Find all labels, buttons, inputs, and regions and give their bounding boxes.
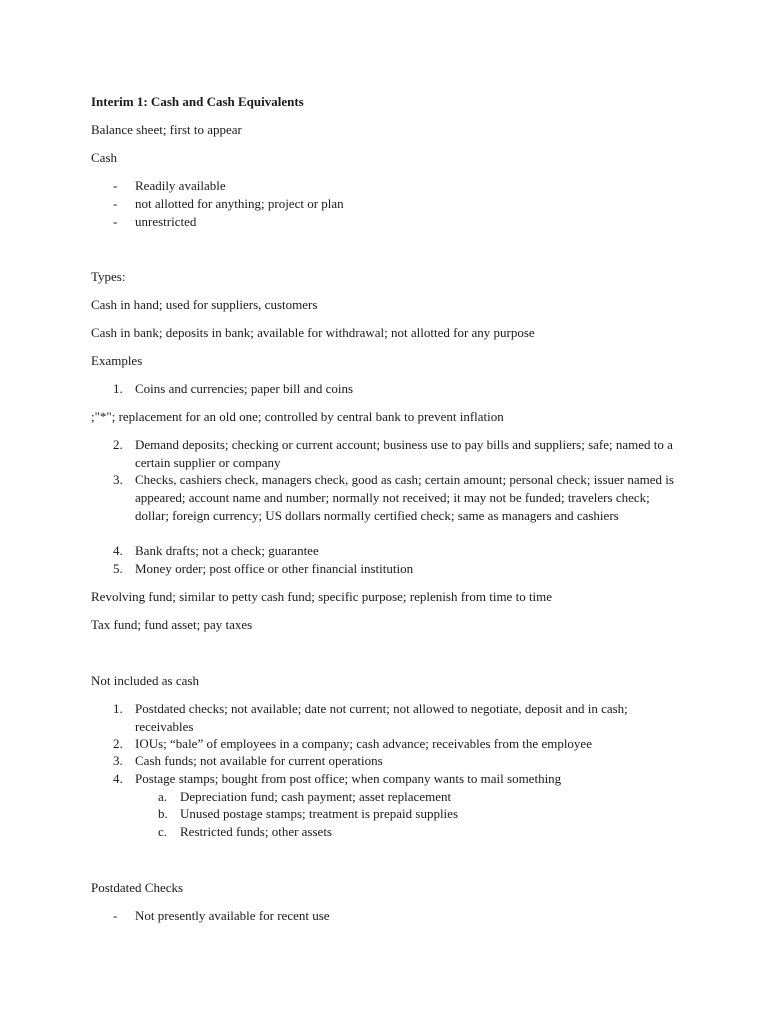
type-paragraph: Cash in hand; used for suppliers, customers [91,297,318,312]
postdated-bullet-item: Not presently available for recent use [135,908,330,923]
list-number: 3. [113,753,123,768]
list-number: 1. [113,381,123,396]
example-item: Demand deposits; checking or current account; business use to pay bills and suppliers; safe; named to a certain supplier or company [135,437,673,470]
sub-list-letter: b. [158,806,168,821]
intro-paragraph: Balance sheet; first to appear [91,122,242,137]
bullet-marker: - [113,214,118,229]
list-number: 1. [113,701,123,716]
example-item: Checks, cashiers check, managers check, good as cash; certain amount; personal check; issuer named is appeared; account name and number; normally not received; it may not be funded; travelers check; dollar; foreign currency; US dollars normally certified check; same as managers and cashiers [135,472,674,523]
bullet-marker: - [113,196,118,211]
sub-list-item: Unused postage stamps; treatment is prepaid supplies [180,806,459,821]
tax-fund-paragraph: Tax fund; fund asset; pay taxes [91,617,253,632]
example-item: Money order; post office or other financial institution [135,561,414,576]
example-item: Coins and currencies; paper bill and coins [135,381,354,396]
examples-heading: Examples [91,353,143,368]
not-included-item: Postage stamps; bought from post office; when company wants to mail something [135,771,562,786]
list-number: 3. [113,472,123,487]
revolving-fund-paragraph: Revolving fund; similar to petty cash fund; specific purpose; replenish from time to time [91,589,553,604]
cash-bullet-item: not allotted for anything; project or plan [135,196,344,211]
not-included-item: IOUs; “bale” of employees in a company; cash advance; receivables from the employee [135,736,592,751]
cash-bullet-item: Readily available [135,178,226,193]
example-item: Bank drafts; not a check; guarantee [135,543,319,558]
list-number: 2. [113,736,123,751]
cash-bullet-item: unrestricted [135,214,197,229]
sub-list-item: Depreciation fund; cash payment; asset replacement [180,789,452,804]
list-number: 2. [113,437,123,452]
document-title: Interim 1: Cash and Cash Equivalents [91,94,304,109]
sub-list-letter: a. [158,789,168,804]
not-included-item: Cash funds; not available for current operations [135,753,383,768]
not-included-item: Postdated checks; not available; date not current; not allowed to negotiate, deposit and in cash; receivables [135,701,628,734]
list-number: 4. [113,771,123,786]
postdated-heading: Postdated Checks [91,880,184,895]
list-number: 4. [113,543,123,558]
bullet-marker: - [113,908,118,923]
type-paragraph: Cash in bank; deposits in bank; available for withdrawal; not allotted for any purpose [91,325,535,340]
example-note: ;"*"; replacement for an old one; controlled by central bank to prevent inflation [91,409,504,424]
bullet-marker: - [113,178,118,193]
list-number: 5. [113,561,123,576]
types-heading: Types: [91,269,126,284]
not-included-heading: Not included as cash [91,673,199,688]
sub-list-letter: c. [158,824,168,839]
cash-heading: Cash [91,150,117,165]
sub-list-item: Restricted funds; other assets [180,824,332,839]
